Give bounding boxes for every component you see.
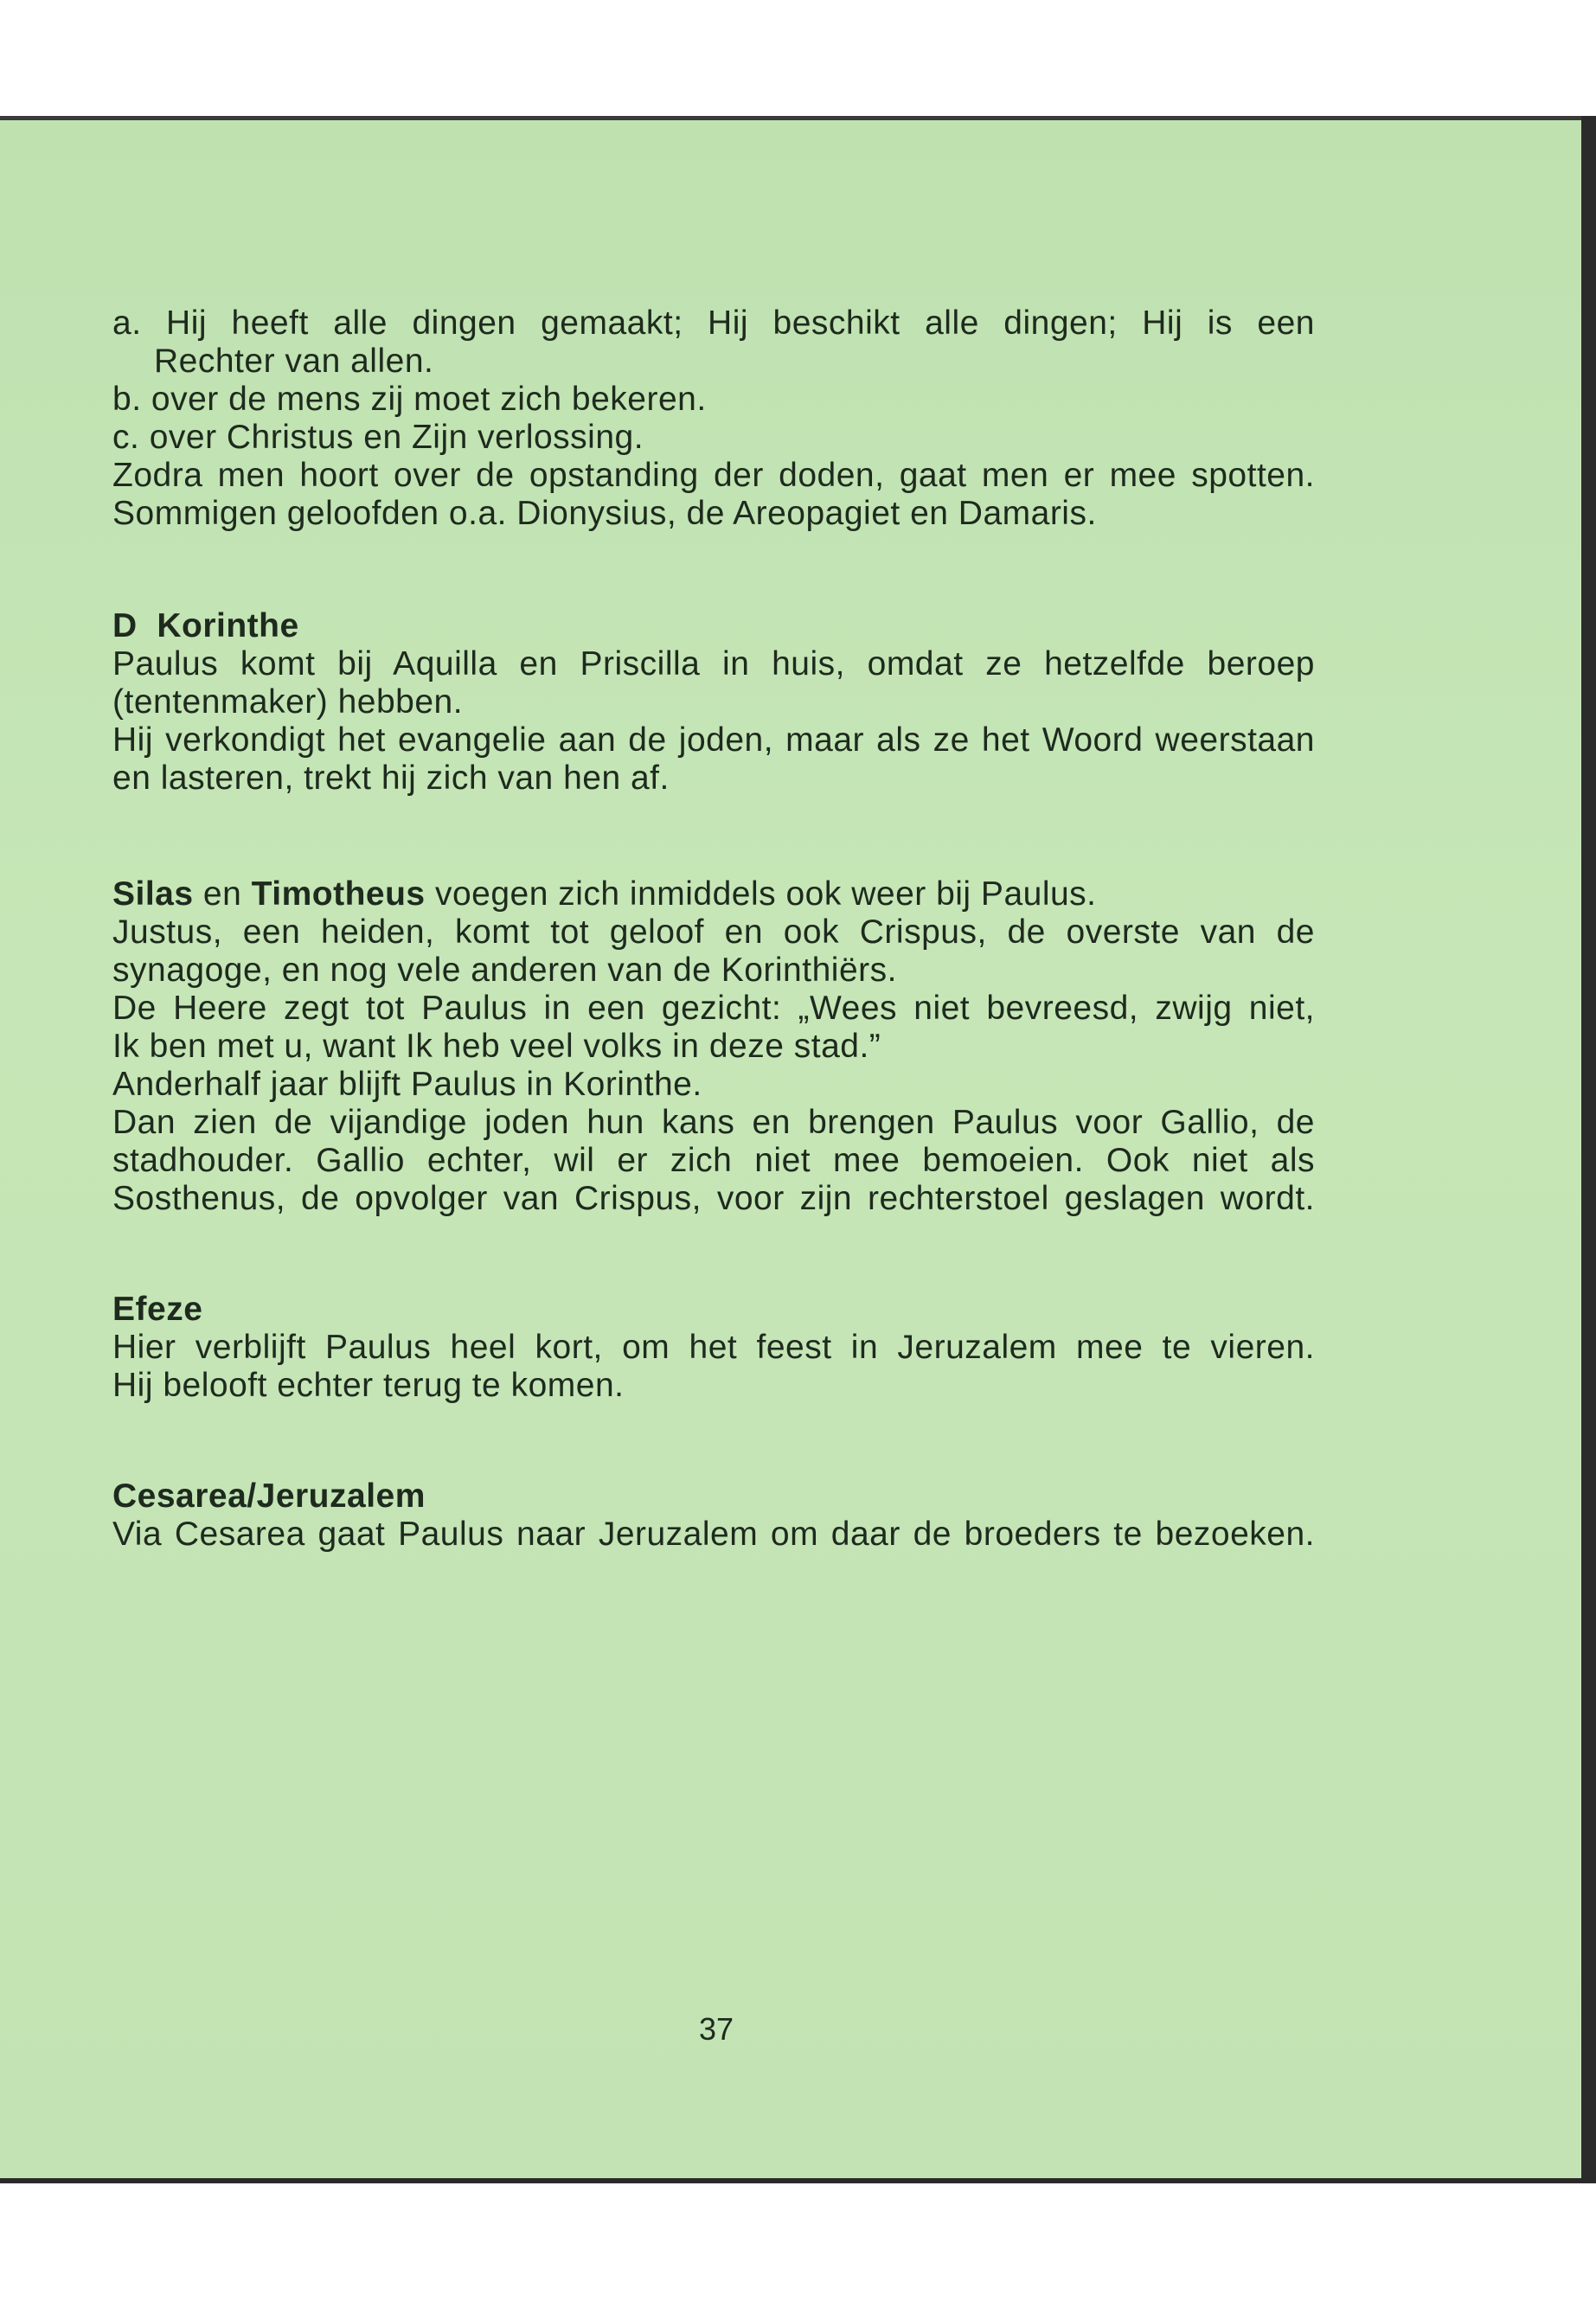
- text-body: [112, 304, 1315, 1554]
- list-label-a: a.: [112, 304, 142, 342]
- section-heading-cesarea: Cesarea/Jeruzalem: [112, 1477, 426, 1515]
- list-item-b: [112, 381, 1315, 419]
- paragraph-line: Sosthenus, de opvolger van Crispus, voor zijn rechterstoel geslagen wordt.: [112, 1180, 1315, 1217]
- page-top-edge: [0, 116, 1596, 120]
- section-korinthe: [112, 607, 1315, 798]
- list-item-a: [112, 304, 1315, 343]
- list-label-c: c.: [112, 419, 140, 456]
- page-right-edge: [1581, 116, 1596, 2183]
- list-text-a-1: Hij heeft alle dingen gemaakt; Hij beschikt alle dingen; Hij is een: [166, 304, 1315, 342]
- list-text-b: over de mens zij moet zich bekeren.: [151, 381, 707, 418]
- paragraph-line: stadhouder. Gallio echter, wil er zich niet mee bemoeien. Ook niet als: [112, 1142, 1315, 1179]
- paragraph-line: Via Cesarea gaat Paulus naar Jeruzalem om daar de broeders te bezoeken.: [112, 1516, 1315, 1553]
- page-number: 37: [699, 2011, 734, 2047]
- paragraph-line: Hij belooft echter terug te komen.: [112, 1367, 625, 1404]
- paragraph-line: Sommigen geloofden o.a. Dionysius, de Areopagiet en Damaris.: [112, 495, 1097, 532]
- paragraph-line: en lasteren, trekt hij zich van hen af.: [112, 760, 670, 797]
- paragraph-line: Justus, een heiden, komt tot geloof en ook Crispus, de overste van de: [112, 913, 1315, 951]
- section-cesarea: [112, 1477, 1315, 1554]
- list-label-b: b.: [112, 381, 142, 418]
- page-bottom-edge: [0, 2178, 1596, 2183]
- paragraph-line: Zodra men hoort over de opstanding der doden, gaat men er mee spotten.: [112, 457, 1315, 494]
- paragraph-line: Hij verkondigt het evangelie aan de joden, maar als ze het Woord weerstaan: [112, 721, 1315, 759]
- list-text-a-2: Rechter van allen.: [154, 343, 434, 380]
- paragraph-line: Hier verblijft Paulus heel kort, om het feest in Jeruzalem mee te vieren.: [112, 1329, 1315, 1366]
- paragraph-line: De Heere zegt tot Paulus in een gezicht: „Wees niet bevreesd, zwijg niet,: [112, 990, 1315, 1027]
- section-efeze: [112, 1291, 1315, 1405]
- paragraph-line: Paulus komt bij Aquilla en Priscilla in huis, omdat ze hetzelfde beroep: [112, 645, 1315, 683]
- paragraph-line: Ik ben met u, want Ik heb veel volks in deze stad.”: [112, 1028, 881, 1065]
- paragraph-line: synagoge, en nog vele anderen van de Korinthiërs.: [112, 952, 897, 989]
- list-text-c: over Christus en Zijn verlossing.: [149, 419, 644, 456]
- silas-mid: en: [193, 875, 252, 913]
- name-silas: Silas: [112, 875, 194, 913]
- section-heading-efeze: Efeze: [112, 1291, 203, 1328]
- paragraph-line: (tentenmaker) hebben.: [112, 683, 464, 721]
- silas-rest: voegen zich inmiddels ook weer bij Paulus.: [425, 875, 1097, 913]
- paragraph-line: Dan zien de vijandige joden hun kans en brengen Paulus voor Gallio, de: [112, 1104, 1315, 1141]
- section-silas: [112, 875, 1315, 1218]
- silas-intro-line: [112, 875, 1315, 913]
- list-section: [112, 304, 1315, 533]
- list-item-c: [112, 419, 1315, 457]
- section-heading-korinthe: D Korinthe: [112, 607, 299, 644]
- name-timotheus: Timotheus: [251, 875, 426, 913]
- paragraph-line: Anderhalf jaar blijft Paulus in Korinthe.: [112, 1066, 702, 1103]
